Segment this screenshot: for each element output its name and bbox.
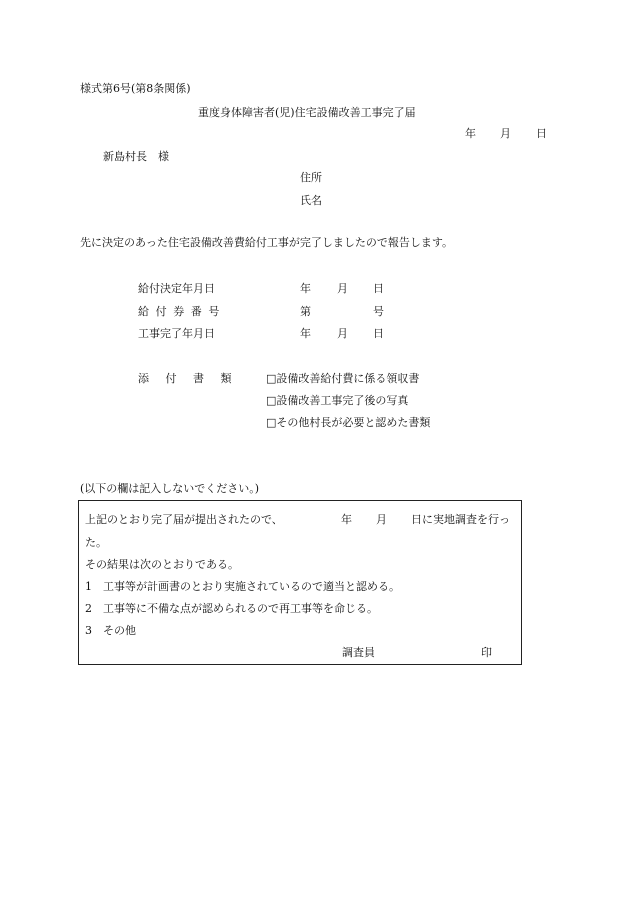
form-number-label: 様式第6号(第8条関係) [80,82,191,95]
office-use-notice: (以下の欄は記入しないでください。) [80,482,260,495]
inspection-text-cont: 日に実地調査を行っ [411,513,510,526]
addressee: 新島村長 様 [103,150,169,163]
result-item: 3 その他 [85,624,136,637]
inspection-box [78,500,522,665]
intro-text: 先に決定のあった住宅設備改善費給付工事が完了しましたので報告します。 [80,236,454,249]
inspector-label: 調査員 [342,646,375,659]
item-label: 工事完了年月日 [138,327,215,340]
attachment-item: □その他村長が必要と認めた書類 [266,416,431,429]
day-label: 日 [373,327,384,340]
item-label: 給付券番号 [138,305,226,318]
inspection-text-wrap: た。 [85,536,107,549]
month-label: 月 [337,282,348,295]
date-month-label: 月 [500,127,511,140]
address-label: 住所 [300,171,322,184]
attachment-item: □設備改善工事完了後の写真 [266,394,409,407]
name-label: 氏名 [300,194,322,207]
item-label: 給付決定年月日 [138,282,215,295]
result-item: 2 工事等に不備な点が認められるので再工事等を命じる。 [85,602,378,615]
inspection-year-label: 年 [341,513,352,526]
year-label: 年 [300,327,311,340]
attachments-label: 添付書類 [138,372,248,385]
date-day-label: 日 [536,127,547,140]
attachment-item: □設備改善給付費に係る領収書 [266,372,420,385]
number-suffix: 号 [373,305,384,318]
result-intro: その結果は次のとおりである。 [85,558,239,571]
inspection-text: 上記のとおり完了届が提出されたので、 [85,513,283,526]
day-label: 日 [373,282,384,295]
month-label: 月 [337,327,348,340]
inspection-month-label: 月 [376,513,387,526]
year-label: 年 [300,282,311,295]
number-prefix: 第 [300,305,311,318]
document-title: 重度身体障害者(児)住宅設備改善工事完了届 [198,106,416,119]
seal-mark: 印 [481,646,492,659]
result-item: 1 工事等が計画書のとおり実施されているので適当と認める。 [85,580,400,593]
date-year-label: 年 [465,127,476,140]
